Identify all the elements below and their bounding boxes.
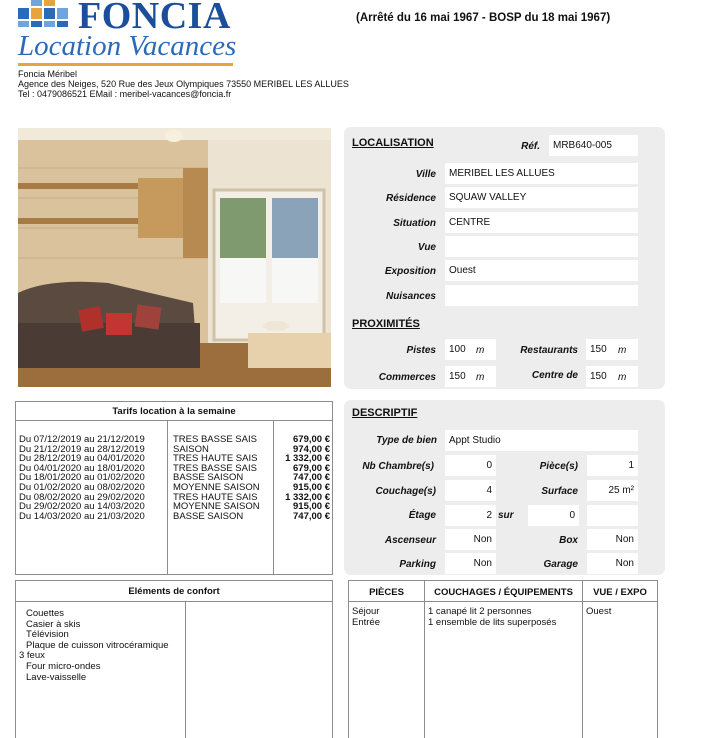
sur-value: 0	[528, 505, 579, 526]
commerces-unit: m	[476, 372, 485, 383]
pieces-table	[348, 580, 658, 738]
vue-label: Vue	[417, 242, 436, 253]
pistes-label: Pistes	[406, 345, 436, 356]
tarifs-periods: Du 07/12/2019 au 21/12/2019 Du 21/12/2019 au 28/12/2019 Du 28/12/2019 au 04/01/2020 Du 04/01/2020 au 18/01/2020 Du 18/01/2020 au 01/02/2020 Du 01/02/2020 au 08/02/2020 Du 08/02/2020 au 29/02/2020 Du 29/02/2020 au 14/03/2020 Du 14/03/2020 au 21/03/2020	[19, 434, 145, 522]
pistes-value: 100	[445, 339, 496, 360]
pieces-header: PIÈCES	[369, 587, 404, 598]
foncia-logo	[18, 0, 248, 68]
box-value: Non	[587, 529, 638, 550]
commerces-label: Commerces	[378, 372, 436, 383]
centre-value: 150	[586, 366, 638, 387]
ref-label: Réf.	[521, 141, 540, 152]
restaurants-value: 150	[586, 339, 638, 360]
sur-label: sur	[498, 510, 514, 521]
pieces-equipements: 1 canapé lit 2 personnes 1 ensemble de lits superposés	[428, 606, 557, 628]
garage-value: Non	[587, 553, 638, 574]
agency-info	[18, 69, 349, 99]
proximites-title: PROXIMITÉS	[352, 318, 420, 330]
type-value: Appt Studio	[445, 430, 638, 451]
vue-expo-header: VUE / EXPO	[593, 587, 647, 598]
ville-value: MERIBEL LES ALLUES	[445, 163, 638, 184]
box-label: Box	[559, 535, 578, 546]
etage-value: 2	[445, 505, 496, 526]
vue-value	[445, 236, 638, 257]
surface-value: 25 m²	[587, 480, 638, 501]
pistes-unit: m	[476, 345, 485, 356]
localisation-title: LOCALISATION	[352, 137, 434, 149]
agency-name: Foncia Méribel	[18, 69, 78, 79]
couchage-label: Couchage(s)	[375, 486, 436, 497]
decree-subtitle: (Arrêté du 16 mai 1967 - BOSP du 18 mai 1967)	[356, 12, 611, 24]
pieces-value: 1	[587, 455, 638, 476]
nuisances-value	[445, 285, 638, 306]
logo-underline	[18, 63, 233, 66]
confort-title: Eléments de confort	[128, 586, 220, 597]
situation-label: Situation	[393, 218, 436, 229]
centre-label: Centre de	[531, 370, 578, 381]
parking-label: Parking	[399, 559, 436, 570]
pieces-vues: Ouest	[586, 606, 612, 617]
couchages-header: COUCHAGES / ÉQUIPEMENTS	[434, 587, 573, 598]
exposition-label: Exposition	[384, 266, 436, 277]
apartment-photo	[18, 128, 331, 387]
ville-label: Ville	[415, 169, 436, 180]
chambres-label: Nb Chambre(s)	[362, 461, 434, 472]
agency-address: Agence des Neiges, 520 Rue des Jeux Olympiques 73550 MERIBEL LES ALLUES	[18, 79, 349, 89]
pieces-rooms: Séjour Entrée	[352, 606, 380, 628]
confort-items: Couettes Casier à skis Télévision Plaque de cuisson vitrocéramique 3 feux Four micro-ondes Lave-vaisselle	[19, 608, 169, 683]
logo-subtitle: Location Vacances	[18, 30, 237, 62]
type-label: Type de bien	[376, 435, 437, 446]
restaurants-label: Restaurants	[520, 345, 578, 356]
residence-value: SQUAW VALLEY	[445, 187, 638, 208]
ref-value: MRB640-005	[549, 135, 638, 156]
restaurants-unit: m	[618, 345, 627, 356]
chambres-value: 0	[445, 455, 496, 476]
ascenseur-value: Non	[445, 529, 496, 550]
sur-spare-value	[587, 505, 638, 526]
parking-value: Non	[445, 553, 496, 574]
pieces-label: Pièce(s)	[539, 461, 578, 472]
etage-label: Étage	[408, 510, 436, 521]
surface-label: Surface	[541, 486, 578, 497]
descriptif-title: DESCRIPTIF	[352, 407, 418, 419]
residence-label: Résidence	[385, 193, 436, 204]
situation-value: CENTRE	[445, 212, 638, 233]
tarifs-prices: 679,00 € 974,00 € 1 332,00 € 679,00 € 747,00 € 915,00 € 1 332,00 € 915,00 € 747,00 €	[285, 434, 330, 522]
exposition-value: Ouest	[445, 260, 638, 281]
tarifs-seasons: TRES BASSE SAIS SAISON TRES HAUTE SAIS TRES BASSE SAIS BASSE SAISON MOYENNE SAISON TRES HAUTE SAIS MOYENNE SAISON BASSE SAISON	[173, 434, 260, 522]
nuisances-label: Nuisances	[385, 291, 436, 302]
logo-brand: FONCIA	[78, 0, 231, 37]
commerces-value: 150	[445, 366, 496, 387]
couchage-value: 4	[445, 480, 496, 501]
tarifs-title: Tarifs location à la semaine	[112, 406, 236, 417]
agency-contact: Tel : 0479086521 EMail : meribel-vacances@foncia.fr	[18, 89, 232, 99]
garage-label: Garage	[543, 559, 578, 570]
centre-unit: m	[618, 372, 627, 383]
ascenseur-label: Ascenseur	[384, 535, 436, 546]
